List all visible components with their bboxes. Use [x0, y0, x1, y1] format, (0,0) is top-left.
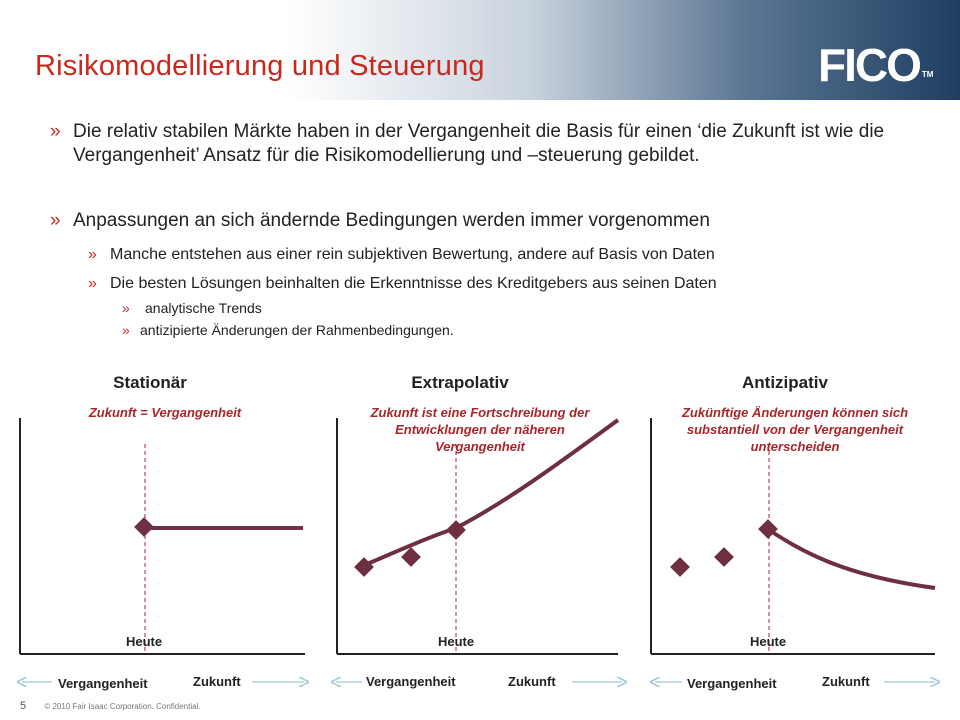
bullet-2: Anpassungen an sich ändernde Bedingungen werden immer vorgenommen	[73, 210, 710, 231]
bullet-marker: »	[50, 121, 61, 142]
panel-subtitle-extrapolative: Zukunft ist eine Fortschreibung der Entwicklungen der näheren Vergangenheit	[370, 405, 590, 454]
copyright: © 2010 Fair Isaac Corporation. Confidential.	[44, 702, 201, 711]
bullet-2-2: Die besten Lösungen beinhalten die Erkenntnisse des Kreditgebers aus seinen Daten	[110, 275, 717, 292]
panel-title-anticipative: Antizipativ	[742, 373, 828, 392]
today-label-1: Heute	[126, 634, 163, 649]
panel-2-axes	[337, 418, 618, 654]
logo-text: FICO	[818, 39, 920, 91]
future-label-2: Zukunft	[508, 674, 556, 689]
panel-subtitle-anticipative: Zukünftige Änderungen können sich substantiell von der Vergangenheit unterscheiden	[681, 405, 909, 454]
slide-title: Risikomodellierung und Steuerung	[35, 50, 485, 82]
panel-1-axes	[20, 418, 305, 654]
bullet-2-2-2: antizipierte Änderungen der Rahmenbedingungen.	[140, 322, 454, 338]
bullet-marker: »	[122, 300, 130, 316]
bullet-marker: »	[88, 275, 97, 292]
panel-title-stationary: Stationär	[113, 373, 187, 392]
bullet-2-2-1: analytische Trends	[145, 300, 262, 316]
past-label-2: Vergangenheit	[366, 674, 456, 689]
future-label-3: Zukunft	[822, 674, 870, 689]
anticipation-curve	[769, 530, 935, 588]
past-label-3: Vergangenheit	[687, 676, 777, 691]
future-label-1: Zukunft	[193, 674, 241, 689]
panel-subtitle-stationary: Zukunft = Vergangenheit	[88, 405, 242, 420]
today-label-3: Heute	[750, 634, 787, 649]
past-label-1: Vergangenheit	[58, 676, 148, 691]
panel-title-extrapolative: Extrapolativ	[411, 373, 509, 392]
footer	[20, 700, 201, 712]
data-point	[354, 557, 374, 577]
bullet-1: Die relativ stabilen Märkte haben in der Vergangenheit die Basis für einen ‘die Zukunft ist wie die Vergangenheit’ Ansatz für die Risikomodellierung und –steuerung gebildet.	[73, 121, 885, 166]
today-label-2: Heute	[438, 634, 475, 649]
bullet-2-1: Manche entstehen aus einer rein subjektiven Bewertung, andere auf Basis von Daten	[110, 246, 715, 263]
bullet-marker: »	[122, 322, 130, 338]
data-point	[714, 547, 734, 567]
panel-3-axes	[651, 418, 935, 654]
logo-tm: TM	[921, 70, 934, 79]
bullet-marker: »	[50, 210, 61, 231]
data-point	[670, 557, 690, 577]
page-number: 5	[20, 700, 27, 712]
bullet-marker: »	[88, 246, 97, 263]
extrapolation-curve	[357, 420, 618, 568]
data-point	[134, 517, 154, 537]
